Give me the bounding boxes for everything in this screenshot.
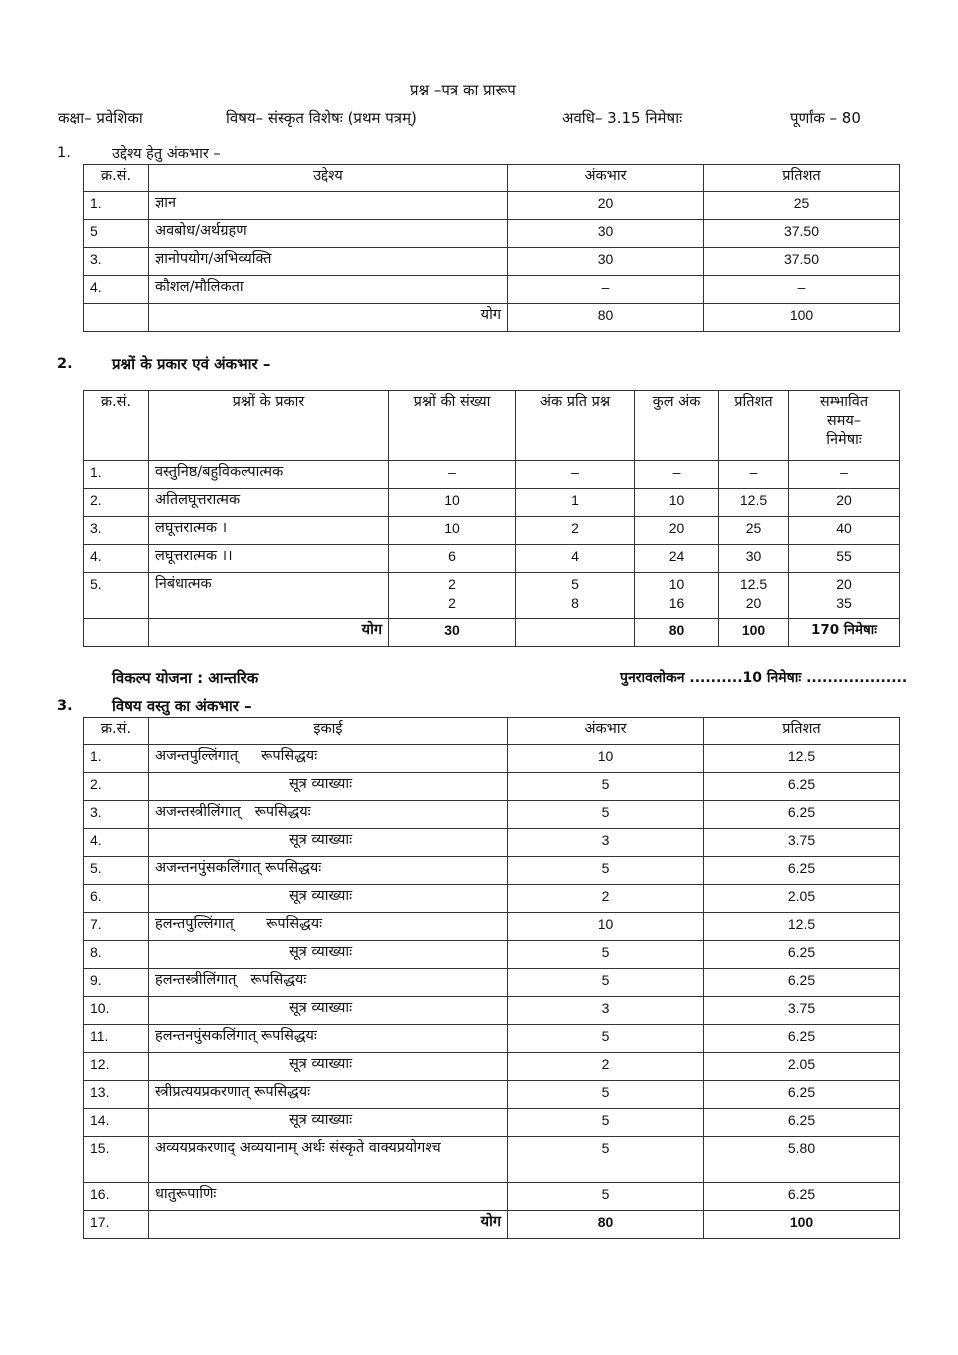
table-header-row bbox=[84, 718, 900, 745]
percent-cell: 6.25 bbox=[704, 969, 900, 997]
content-weightage-table bbox=[83, 717, 900, 1239]
total-label: योग bbox=[149, 304, 508, 332]
count-cell: 10 bbox=[389, 489, 516, 517]
per-question-cell bbox=[516, 573, 635, 619]
percent-cell: 12.5 bbox=[704, 745, 900, 773]
total-percent: 100 bbox=[704, 304, 900, 332]
header-cell: अंकभार bbox=[508, 718, 704, 745]
row-number: 16. bbox=[84, 1183, 149, 1211]
duration-label: अवधि– 3.15 निमेषाः bbox=[562, 109, 683, 127]
percent-cell: 30 bbox=[719, 545, 789, 573]
marks-cell: 10 bbox=[508, 913, 704, 941]
empty-cell bbox=[84, 304, 149, 332]
percent-cell: 6.25 bbox=[704, 1025, 900, 1053]
row-number: 3. bbox=[84, 801, 149, 829]
marks-cell: 5 bbox=[508, 1081, 704, 1109]
table-row bbox=[84, 801, 900, 829]
row-number: 4. bbox=[84, 276, 149, 304]
total-label: योग bbox=[149, 619, 389, 647]
objective-cell: ज्ञानोपयोग/अभिव्यक्ति bbox=[149, 248, 508, 276]
time-cell: – bbox=[789, 461, 900, 489]
unit-cell: स्त्रीप्रत्ययप्रकरणात् रूपसिद्धयः bbox=[149, 1081, 508, 1109]
total-row bbox=[84, 619, 900, 647]
marks-cell: 10 bbox=[508, 745, 704, 773]
question-type-table bbox=[83, 390, 900, 647]
total-marks: 80 bbox=[508, 1211, 704, 1239]
time-cell: 40 bbox=[789, 517, 900, 545]
row-number: 1. bbox=[84, 745, 149, 773]
table-header-row bbox=[84, 165, 900, 192]
time-value: 35 bbox=[836, 595, 852, 611]
row-number: 10. bbox=[84, 997, 149, 1025]
header-cell: कुल अंक bbox=[635, 391, 719, 461]
table-row bbox=[84, 1183, 900, 1211]
total-value: 16 bbox=[668, 595, 685, 611]
header-cell: प्रतिशत bbox=[704, 718, 900, 745]
row-number: 4. bbox=[84, 545, 149, 573]
marks-cell: 5 bbox=[508, 969, 704, 997]
unit-cell: सूत्र व्याख्याः bbox=[149, 1053, 508, 1081]
table-row bbox=[84, 545, 900, 573]
row-number: 5 bbox=[84, 220, 149, 248]
marks-cell: 2 bbox=[508, 885, 704, 913]
time-cell bbox=[789, 573, 900, 619]
header-cell: सम्भावित समय– निमेषाः bbox=[789, 391, 900, 461]
marks-cell: 2 bbox=[508, 1053, 704, 1081]
percent-cell: 2.05 bbox=[704, 885, 900, 913]
percent-cell: – bbox=[719, 461, 789, 489]
total-cell bbox=[635, 573, 719, 619]
table-row bbox=[84, 1025, 900, 1053]
table-row bbox=[84, 885, 900, 913]
marks-cell: 5 bbox=[508, 1183, 704, 1211]
table-row bbox=[84, 857, 900, 885]
row-number: 3. bbox=[84, 517, 149, 545]
percent-cell: 6.25 bbox=[704, 1183, 900, 1211]
table-row bbox=[84, 1081, 900, 1109]
row-number: 9. bbox=[84, 969, 149, 997]
row-number: 11. bbox=[84, 1025, 149, 1053]
unit-cell: अव्ययप्रकरणाद् अव्ययानाम् अर्थः संस्कृते वाक्यप्रयोगश्च bbox=[149, 1137, 508, 1183]
percent-cell: 37.50 bbox=[704, 220, 900, 248]
objective-table bbox=[83, 164, 900, 332]
table-row bbox=[84, 1109, 900, 1137]
marks-cell: 5 bbox=[508, 1025, 704, 1053]
marks-cell: 3 bbox=[508, 997, 704, 1025]
review-time: पुनरावलोकन ..........10 निमेषाः ................... bbox=[620, 670, 908, 686]
marks-cell: 5 bbox=[508, 1137, 704, 1183]
per-question-value: 5 bbox=[571, 576, 579, 592]
per-question-cell: 1 bbox=[516, 489, 635, 517]
unit-cell: हलन्तपुल्लिंगात् रूपसिद्धयः bbox=[149, 913, 508, 941]
percent-cell: 6.25 bbox=[704, 1109, 900, 1137]
objective-cell: ज्ञान bbox=[149, 192, 508, 220]
row-number: 17. bbox=[84, 1211, 149, 1239]
per-question-cell: 4 bbox=[516, 545, 635, 573]
row-number: 15. bbox=[84, 1137, 149, 1183]
unit-cell: सूत्र व्याख्याः bbox=[149, 773, 508, 801]
total-marks: 80 bbox=[508, 304, 704, 332]
unit-cell: हलन्तनपुंसकलिंगात् रूपसिद्धयः bbox=[149, 1025, 508, 1053]
section3-number: 3. bbox=[57, 698, 73, 714]
count-cell: 6 bbox=[389, 545, 516, 573]
count-cell: 10 bbox=[389, 517, 516, 545]
percent-cell: 3.75 bbox=[704, 829, 900, 857]
header-cell: इकाई bbox=[149, 718, 508, 745]
per-question-value: 8 bbox=[571, 595, 579, 611]
header-cell: उद्देश्य bbox=[149, 165, 508, 192]
table-row bbox=[84, 829, 900, 857]
header-cell: अंक प्रति प्रश्न bbox=[516, 391, 635, 461]
marks-cell: 3 bbox=[508, 829, 704, 857]
row-number: 2. bbox=[84, 773, 149, 801]
percent-cell: 12.5 bbox=[704, 913, 900, 941]
row-number: 5. bbox=[84, 857, 149, 885]
percent-value: 12.5 bbox=[739, 576, 768, 592]
subject-label: विषय– संस्कृत विशेषः (प्रथम पत्रम्) bbox=[226, 109, 417, 127]
percent-cell: 25 bbox=[704, 192, 900, 220]
count-cell: – bbox=[389, 461, 516, 489]
row-number: 12. bbox=[84, 1053, 149, 1081]
count-cell bbox=[389, 573, 516, 619]
total-percent: 100 bbox=[704, 1211, 900, 1239]
row-number: 7. bbox=[84, 913, 149, 941]
total-time: 170 निमेषाः bbox=[789, 619, 900, 647]
total-per-question bbox=[516, 619, 635, 647]
total-marks: 80 bbox=[635, 619, 719, 647]
total-row bbox=[84, 1211, 900, 1239]
row-number: 13. bbox=[84, 1081, 149, 1109]
unit-cell: सूत्र व्याख्याः bbox=[149, 997, 508, 1025]
percent-cell: – bbox=[704, 276, 900, 304]
total-cell: 20 bbox=[635, 517, 719, 545]
section1-title: उद्देश्य हेतु अंकभार – bbox=[112, 146, 221, 162]
time-cell: 55 bbox=[789, 545, 900, 573]
marks-cell: – bbox=[508, 276, 704, 304]
header-cell: प्रश्नों की संख्या bbox=[389, 391, 516, 461]
row-number: 6. bbox=[84, 885, 149, 913]
count-value: 2 bbox=[448, 576, 456, 592]
total-percent: 100 bbox=[719, 619, 789, 647]
unit-cell: अजन्तपुल्लिंगात् रूपसिद्धयः bbox=[149, 745, 508, 773]
table-row bbox=[84, 517, 900, 545]
type-cell: वस्तुनिष्ठ/बहुविकल्पात्मक bbox=[149, 461, 389, 489]
table-header-row bbox=[84, 391, 900, 461]
objective-cell: कौशल/मौलिकता bbox=[149, 276, 508, 304]
table-row bbox=[84, 941, 900, 969]
percent-cell: 6.25 bbox=[704, 801, 900, 829]
section1-number: 1. bbox=[57, 145, 71, 161]
time-cell: 20 bbox=[789, 489, 900, 517]
percent-cell: 6.25 bbox=[704, 857, 900, 885]
table-row bbox=[84, 461, 900, 489]
marks-cell: 5 bbox=[508, 773, 704, 801]
empty-cell bbox=[84, 619, 149, 647]
percent-cell: 3.75 bbox=[704, 997, 900, 1025]
header-cell: प्रश्नों के प्रकार bbox=[149, 391, 389, 461]
total-label: योग bbox=[149, 1211, 508, 1239]
percent-cell: 12.5 bbox=[719, 489, 789, 517]
table-row bbox=[84, 997, 900, 1025]
marks-cell: 5 bbox=[508, 941, 704, 969]
section2-title: प्रश्नों के प्रकार एवं अंकभार – bbox=[112, 355, 271, 373]
percent-cell bbox=[719, 573, 789, 619]
count-value: 2 bbox=[448, 595, 456, 611]
table-row bbox=[84, 573, 900, 619]
percent-cell: 6.25 bbox=[704, 1081, 900, 1109]
type-cell: अतिलघूत्तरात्मक bbox=[149, 489, 389, 517]
marks-cell: 5 bbox=[508, 1109, 704, 1137]
total-row bbox=[84, 304, 900, 332]
table-row bbox=[84, 1053, 900, 1081]
total-value: 10 bbox=[668, 576, 685, 592]
type-cell: लघूत्तरात्मक ।। bbox=[149, 545, 389, 573]
unit-cell: सूत्र व्याख्याः bbox=[149, 1109, 508, 1137]
table-row bbox=[84, 248, 900, 276]
class-label: कक्षा– प्रवेशिका bbox=[58, 109, 143, 127]
table-row bbox=[84, 220, 900, 248]
percent-cell: 2.05 bbox=[704, 1053, 900, 1081]
percent-value: 20 bbox=[745, 595, 762, 611]
row-number: 4. bbox=[84, 829, 149, 857]
objective-cell: अवबोध/अर्थग्रहण bbox=[149, 220, 508, 248]
type-cell: लघूत्तरात्मक । bbox=[149, 517, 389, 545]
table-row bbox=[84, 192, 900, 220]
unit-cell: धातुरूपाणिः bbox=[149, 1183, 508, 1211]
unit-cell: सूत्र व्याख्याः bbox=[149, 941, 508, 969]
total-marks-label: पूर्णांक – 80 bbox=[790, 109, 861, 127]
table-row bbox=[84, 773, 900, 801]
row-number: 3. bbox=[84, 248, 149, 276]
table-row bbox=[84, 913, 900, 941]
per-question-cell: – bbox=[516, 461, 635, 489]
section2-number: 2. bbox=[57, 356, 73, 372]
unit-cell: हलन्तस्त्रीलिंगात् रूपसिद्धयः bbox=[149, 969, 508, 997]
total-cell: 24 bbox=[635, 545, 719, 573]
header-cell: अंकभार bbox=[508, 165, 704, 192]
unit-cell: सूत्र व्याख्याः bbox=[149, 885, 508, 913]
row-number: 14. bbox=[84, 1109, 149, 1137]
percent-cell: 37.50 bbox=[704, 248, 900, 276]
header-cell: क्र.सं. bbox=[84, 718, 149, 745]
marks-cell: 5 bbox=[508, 801, 704, 829]
time-value: 20 bbox=[836, 576, 852, 592]
unit-cell: सूत्र व्याख्याः bbox=[149, 829, 508, 857]
marks-cell: 5 bbox=[508, 857, 704, 885]
marks-cell: 30 bbox=[508, 220, 704, 248]
option-scheme: विकल्प योजना : आन्तरिक bbox=[112, 669, 259, 687]
header-cell: क्र.सं. bbox=[84, 391, 149, 461]
total-cell: – bbox=[635, 461, 719, 489]
row-number: 8. bbox=[84, 941, 149, 969]
marks-cell: 30 bbox=[508, 248, 704, 276]
percent-cell: 25 bbox=[719, 517, 789, 545]
per-question-cell: 2 bbox=[516, 517, 635, 545]
type-cell: निबंधात्मक bbox=[149, 573, 389, 619]
page-title: प्रश्न –पत्र का प्रारूप bbox=[410, 81, 516, 99]
table-row bbox=[84, 489, 900, 517]
table-row bbox=[84, 276, 900, 304]
row-number: 1. bbox=[84, 461, 149, 489]
total-cell: 10 bbox=[635, 489, 719, 517]
header-cell: क्र.सं. bbox=[84, 165, 149, 192]
unit-cell: अजन्तस्त्रीलिंगात् रूपसिद्धयः bbox=[149, 801, 508, 829]
marks-cell: 20 bbox=[508, 192, 704, 220]
percent-cell: 6.25 bbox=[704, 773, 900, 801]
percent-cell: 6.25 bbox=[704, 941, 900, 969]
section3-title: विषय वस्तु का अंकभार – bbox=[112, 697, 252, 715]
table-row bbox=[84, 969, 900, 997]
row-number: 2. bbox=[84, 489, 149, 517]
row-number: 5. bbox=[84, 573, 149, 619]
header-cell: प्रतिशत bbox=[704, 165, 900, 192]
total-count: 30 bbox=[389, 619, 516, 647]
unit-cell: अजन्तनपुंसकलिंगात् रूपसिद्धयः bbox=[149, 857, 508, 885]
table-row bbox=[84, 745, 900, 773]
row-number: 1. bbox=[84, 192, 149, 220]
table-row bbox=[84, 1137, 900, 1183]
header-cell: प्रतिशत bbox=[719, 391, 789, 461]
percent-cell: 5.80 bbox=[704, 1137, 900, 1183]
